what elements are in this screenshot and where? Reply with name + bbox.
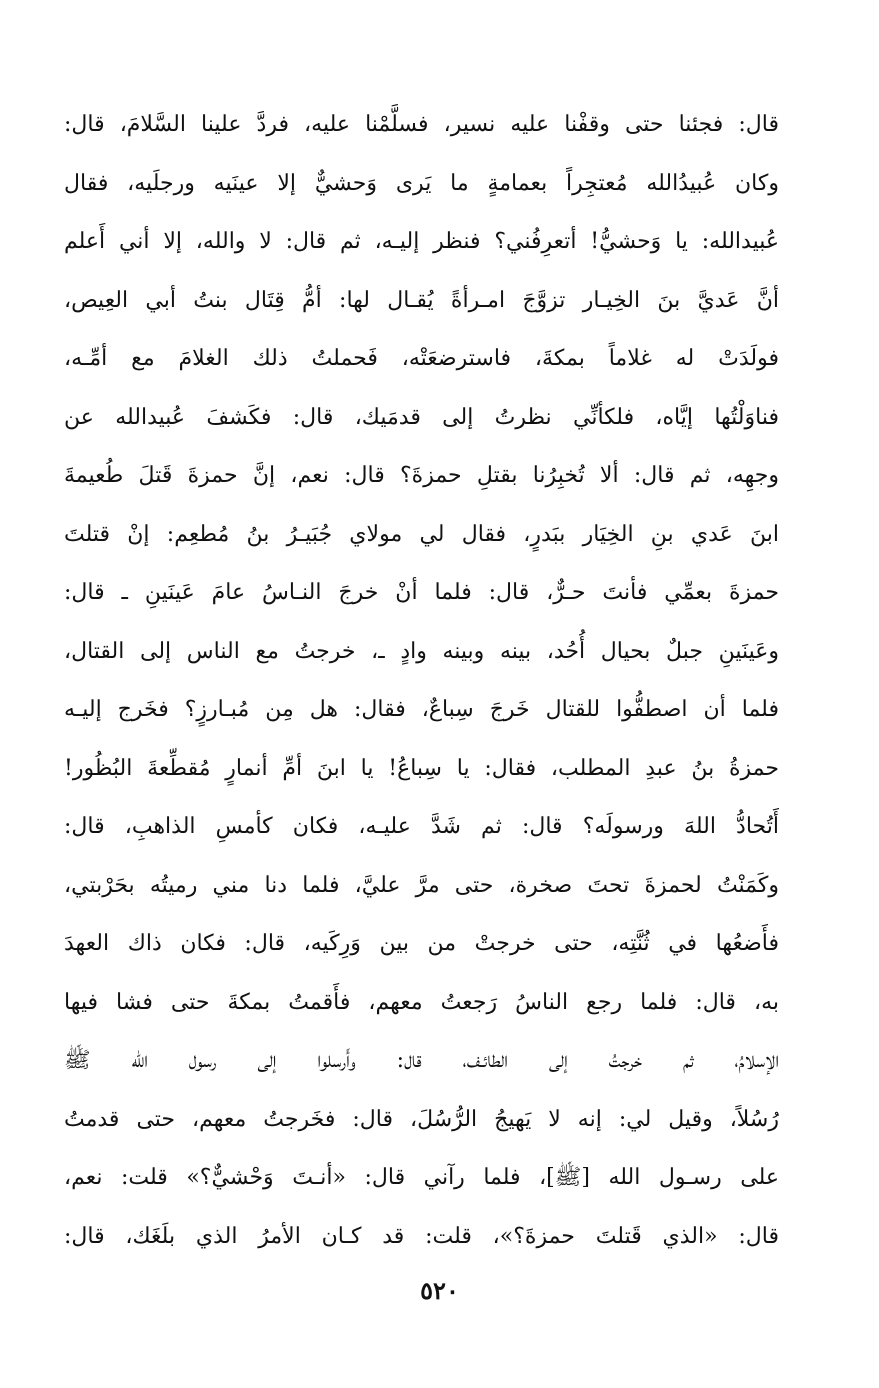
text-line: وكَمَنْتُ لحمزةَ تحتَ صخرة، حتى مرَّ عليَّ، فلما دنا مني رميتُه بحَرْبتي، [64,872,779,898]
text-line: أَتُحادُّ اللهَ ورسولَه؟ قال: ثم شَدَّ عليـه، فكان كأمسِ الذاهبِ، قال: [64,814,779,839]
text-line: الإسلامُ، ثم خرجتُ إلى الطائـف، قال: وأَرسلوا إلى رسول الله ﷺ [64,1048,779,1073]
text-line: أنَّ عَديَّ بنَ الخِيـار تزوَّجَ امـرأةً يُقـال لها: أمُّ قِتَال بنتُ أبي العِيص، [64,287,779,313]
text-line: حمزةُ بنُ عبدِ المطلب، فقال: يا سِباعُ! يا ابنَ أمِّ أنمارٍ مُقطِّعةَ البُظُور! [64,755,779,781]
text-line: فناوَلْتُها إيَّاه، فلكأنِّي نظرتُ إلى قدمَيك، قال: فكَشفَ عُبيدالله عن [64,404,779,430]
text-line: وجهِه، ثم قال: ألا تُخبِرُنا بقتلِ حمزةَ؟ قال: نعم، إنَّ حمزةَ قَتلَ طُعيمةَ [64,463,779,488]
text-line: حمزةَ بعمِّي فأنتَ حـرٌّ، قال: فلما أنْ خرجَ النـاسُ عامَ عَينَينِ ـ قال: [64,580,779,605]
text-line: ابنَ عَدي بنِ الخِيَار ببَدرٍ، فقال لي مولاي جُبَيـرُ بنُ مُطعِم: إنْ قتلتَ [64,521,779,547]
page-number: ٥٢٠ [420,1276,459,1305]
body-text [64,96,779,1266]
text-line: عُبيدالله: يا وَحشيُّ! أتعرِفُني؟ فنظر إليـه، ثم قال: لا والله، إلا أني أَعلم [64,229,779,254]
text-line: فولَدَتْ له غلاماً بمكةَ، فاسترضعَتْه، فَحملتُ ذلك الغلامَ مع أمِّـه، [64,346,779,371]
text-line: فأَضعُها في ثُنَّتِه، حتى خرجتْ من بين وَرِكَيه، قال: فكان ذاك العهدَ [64,931,779,956]
text-line: فلما أن اصطفُّوا للقتال خَرجَ سِباعٌ، فقال: هل مِن مُبـارزٍ؟ فخَرج إليـه [64,697,779,722]
text-line: وعَينَينِ جبلٌ بحيال أُحُد، بينه وبينه وادٍ ـ، خرجتُ مع الناس إلى القتال، [64,638,779,664]
text-line: رُسُلاً، وقيل لي: إنه لا يَهيجُ الرُّسُلَ، قال: فخَرجتُ معهم، حتى قدمتُ [64,1106,779,1132]
text-line: به، قال: فلما رجع الناسُ رَجعتُ معهم، فأَقمتُ بمكةَ حتى فشا فيها [64,989,779,1015]
text-line: قال: فجئنا حتى وقفْنا عليه نسير، فسلَّمْنا عليه، فردَّ علينا السَّلامَ، قال: [64,112,779,137]
text-line: وكان عُبيدُالله مُعتجِراً بعمامةٍ ما يَرى وَحشيٌّ إلا عينَيه ورجلَيه، فقال [64,170,779,196]
text-line: قال: «الذي قَتلتَ حمزةَ؟»، قلت: قد كـان الأمرُ الذي بلَغَك، قال: [64,1223,779,1249]
text-line: على رسـول الله [ﷺ]، فلما رآني قال: «أنـتَ وَحْشيٌّ؟» قلت: نعم، [64,1165,779,1190]
